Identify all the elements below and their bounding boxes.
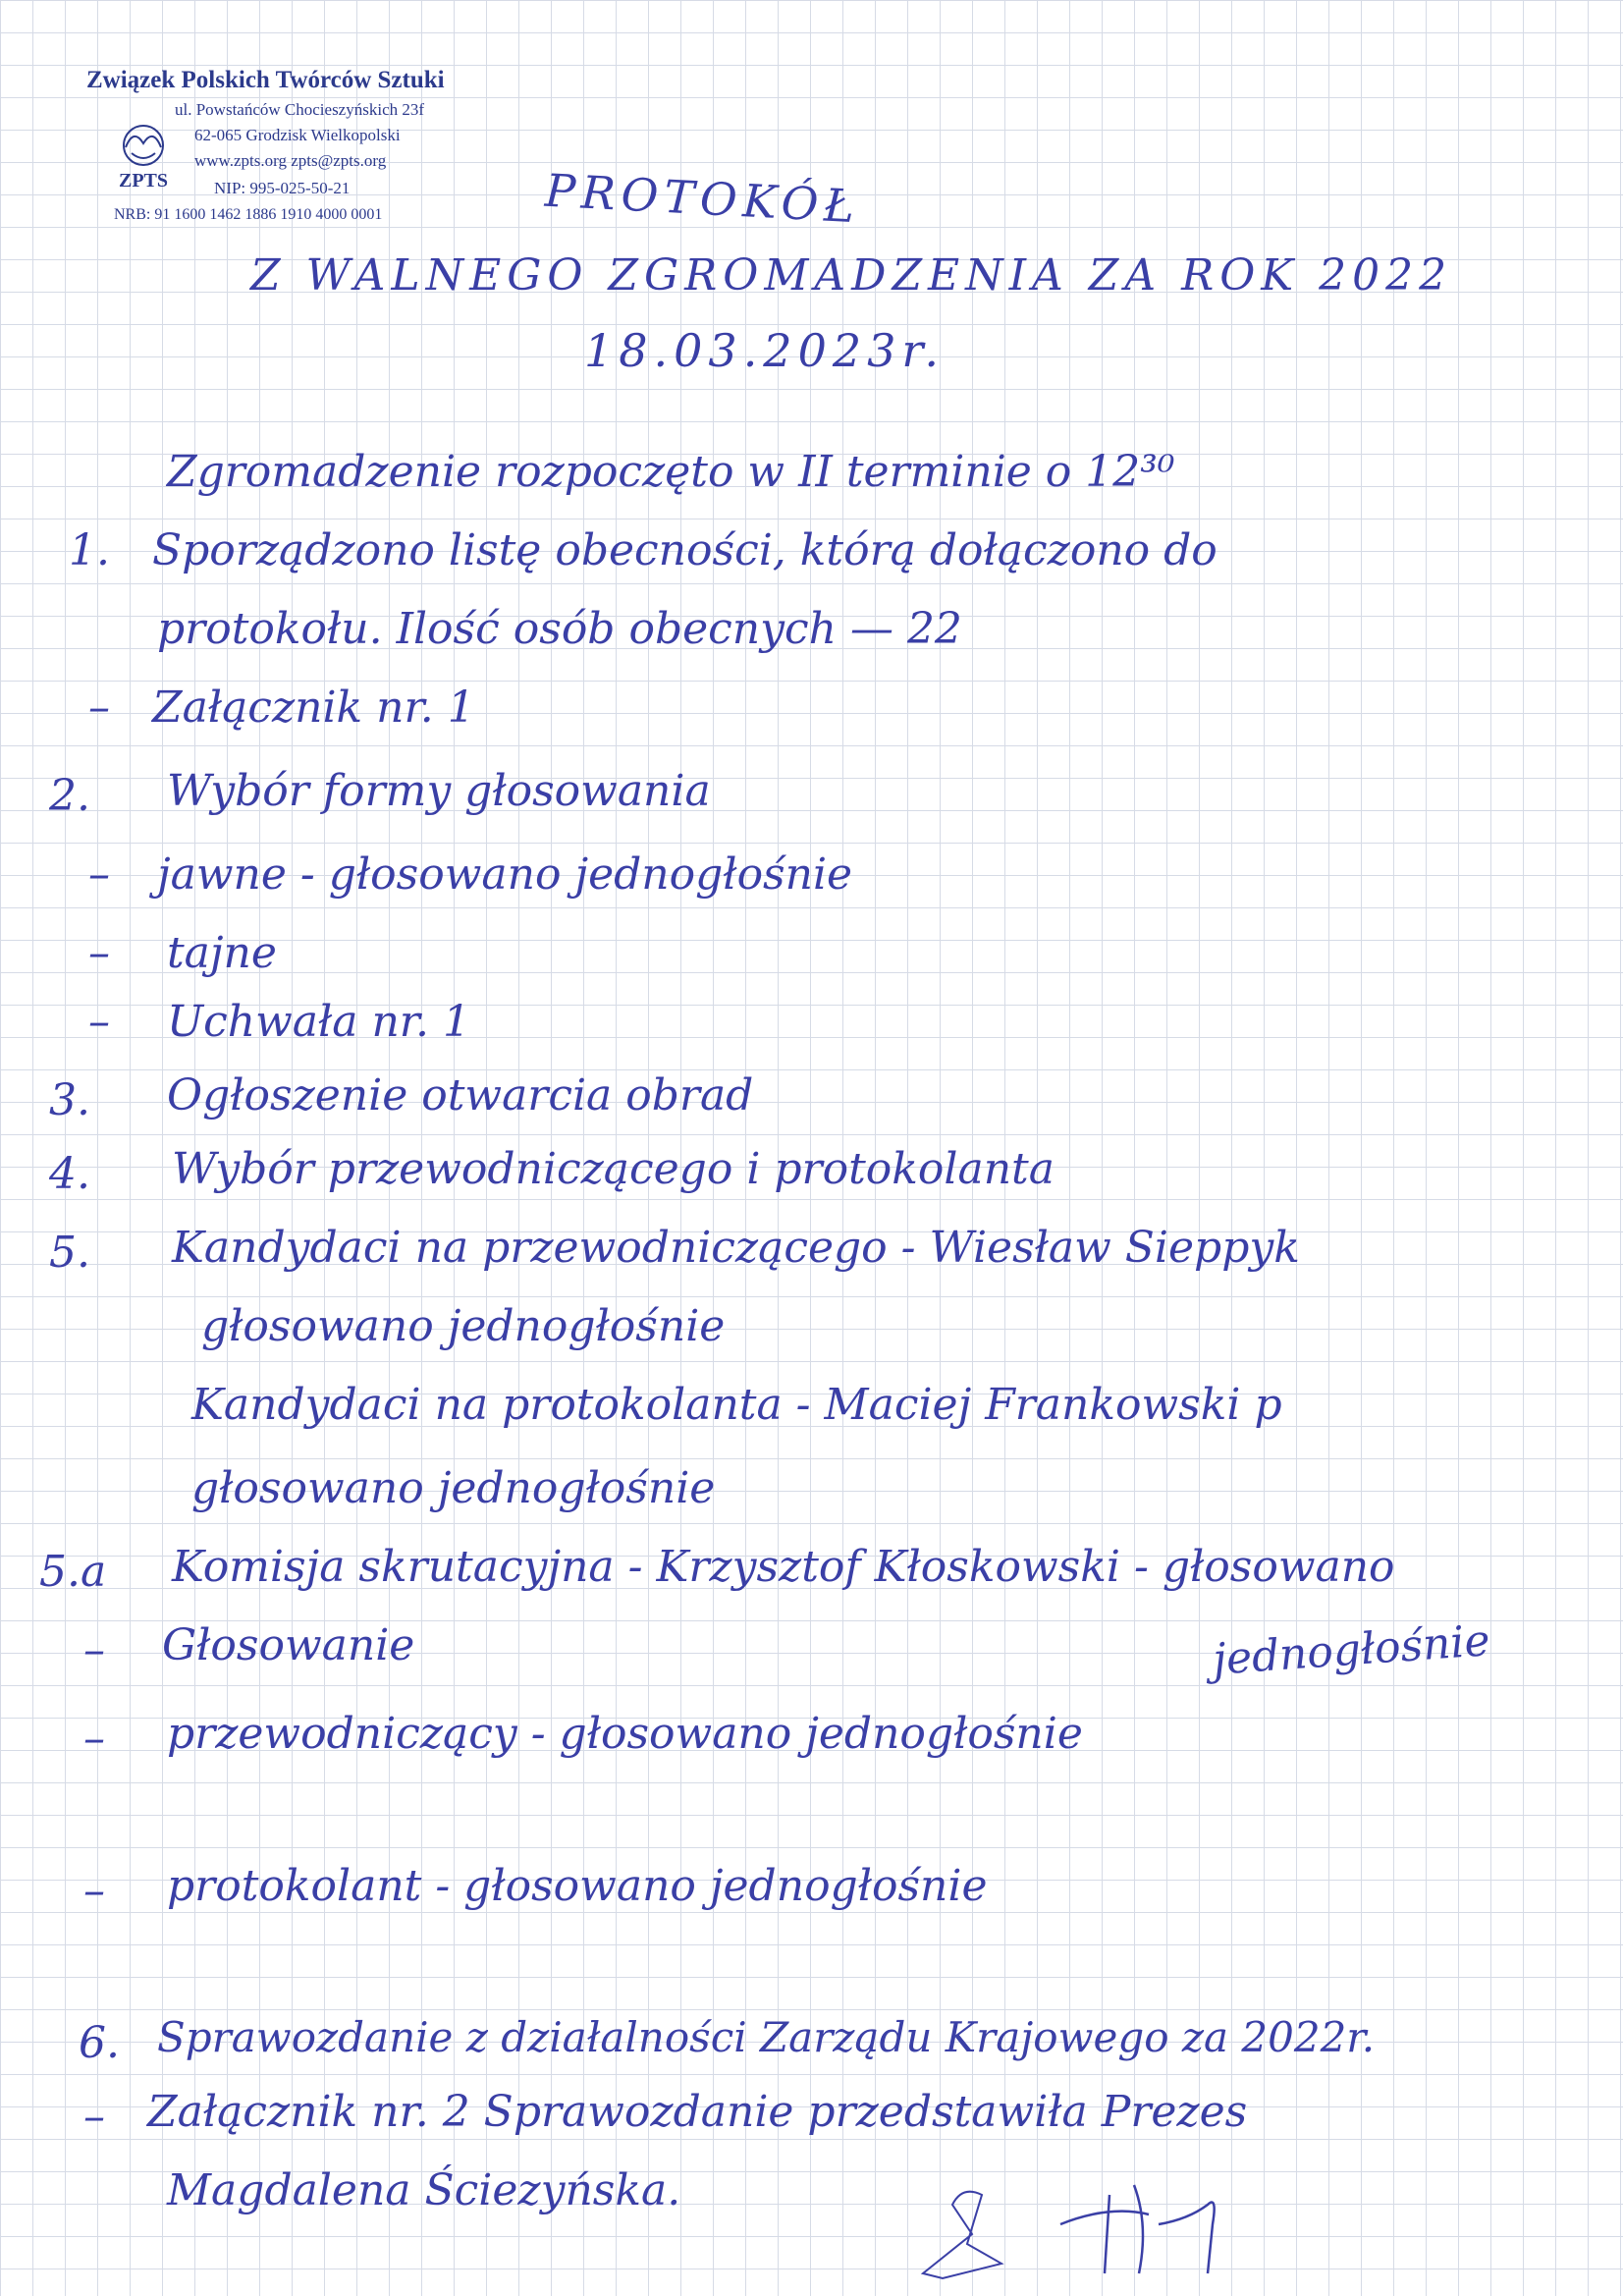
item-number-1: 1. [69,525,110,575]
stamp-nip: NIP: 995-025-50-21 [214,179,351,197]
item-number-4: 4. [49,1149,90,1199]
line-17: protokolant - głosowano jednogłośnie [167,1861,988,1911]
dash-17: – [83,1866,105,1916]
document-title: PROTOKÓŁ [543,163,862,234]
stamp-account: NRB: 91 1600 1462 1886 1910 4000 0001 [114,206,383,223]
item-number-2: 2. [49,771,90,821]
document-date: 18.03.2023r. [584,324,945,377]
dash-19: – [83,2092,105,2142]
stamp-logo-text: ZPTS [118,170,169,191]
line-11: głosowano jednogłośnie [201,1301,726,1351]
dash-16: – [83,1714,105,1764]
dash-5: – [88,849,110,900]
dash-6: – [88,928,110,978]
signatures [913,2165,1286,2283]
dash-15: – [83,1625,105,1675]
line-0: Zgromadzenie rozpoczęto w II terminie o 12³⁰ [167,447,1175,497]
stamp-street: ul. Powstańców Chocieszyńskich 23f [175,100,425,119]
line-3: Załącznik nr. 1 [152,683,475,733]
signature-2 [1060,2185,1215,2273]
item-number-5: 5. [49,1228,90,1278]
line-9: Wybór przewodniczącego i protokolanta [172,1144,1055,1194]
line-12: Kandydaci na protokolanta - Maciej Frankowski p [191,1380,1282,1430]
stamp-city: 62-065 Grodzisk Wielkopolski [194,126,401,144]
line-5: jawne - głosowano jednogłośnie [157,849,853,900]
line-4: Wybór formy głosowania [167,766,711,816]
line-2: protokołu. Ilość osób obecnych — 22 [157,604,962,654]
line-18: Sprawozdanie z działalności Zarządu Krajowego za 2022r. [157,2013,1376,2061]
stamp-organization-name: Związek Polskich Twórców Sztuki [86,67,445,93]
line-13: głosowano jednogłośnie [191,1463,716,1513]
line-8: Ogłoszenie otwarcia obrad [167,1070,754,1121]
line-1: Sporządzono listę obecności, którą dołączono do [152,525,1217,575]
line-7: Uchwała nr. 1 [167,997,470,1047]
item-number-6: 6. [79,2018,120,2068]
line-10: Kandydaci na przewodniczącego - Wiesław Sieppyk [172,1223,1300,1273]
line-15-right: jednogłośnie [1211,1615,1492,1685]
line-15: Głosowanie [162,1620,415,1670]
zpts-logo-icon [104,118,183,192]
document-subtitle: Z WALNEGO ZGROMADZENIA ZA ROK 2022 [250,250,1453,301]
item-number-5a: 5.a [39,1547,107,1597]
dash-3: – [88,683,110,733]
item-number-3: 3. [49,1075,90,1125]
line-14: Komisja skrutacyjna - Krzysztof Kłoskowski - głosowano [172,1542,1395,1592]
line-19: Załącznik nr. 2 Sprawozdanie przedstawiła Prezes [147,2087,1248,2137]
organization-stamp [86,61,518,238]
signature-1 [923,2192,1001,2278]
dash-7: – [88,997,110,1047]
line-6: tajne [167,928,277,978]
line-16: przewodniczący - głosowano jednogłośnie [167,1709,1083,1759]
stamp-contact: www.zpts.org zpts@zpts.org [194,151,387,170]
line-20: Magdalena Ściezyńska. [167,2165,681,2215]
